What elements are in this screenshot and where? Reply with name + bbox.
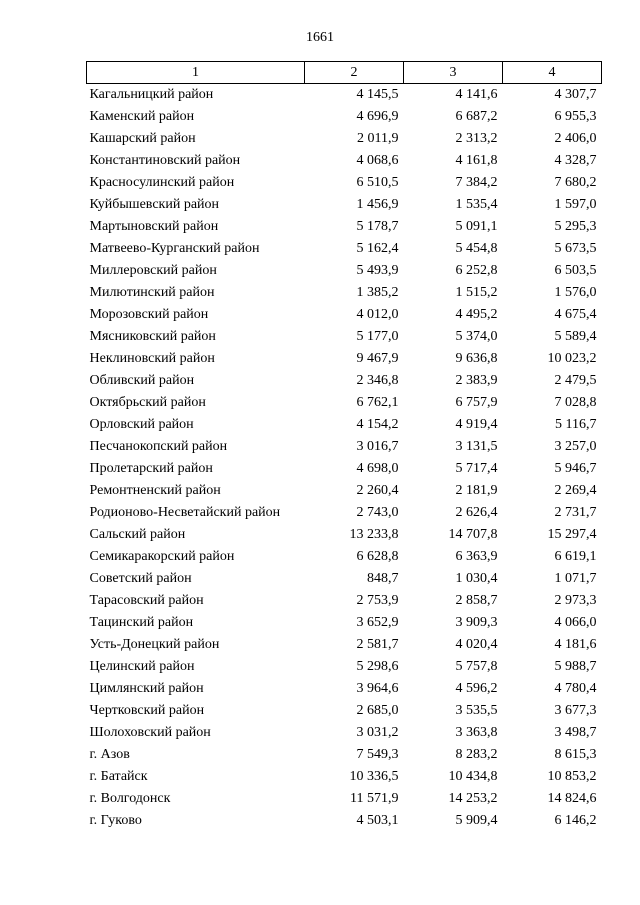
table-body (87, 84, 602, 833)
district-name: Тацинский район (89, 615, 194, 630)
value-col-3: 14 707,8 (448, 527, 498, 542)
value-col-4: 1 071,7 (554, 571, 597, 586)
value-col-2: 4 012,0 (356, 307, 399, 322)
value-col-3: 6 363,9 (455, 549, 498, 564)
table-row (87, 634, 602, 656)
district-name: г. Волгодонск (89, 791, 171, 806)
value-col-2: 848,7 (367, 571, 399, 586)
table-row (87, 326, 602, 348)
value-col-2: 2 743,0 (356, 505, 399, 520)
value-col-3: 1 515,2 (455, 285, 498, 300)
table-row (87, 392, 602, 414)
district-name: Красносулинский район (89, 175, 235, 190)
value-col-2: 6 762,1 (356, 395, 399, 410)
district-name: Куйбышевский район (89, 197, 220, 212)
column-header-1: 1 (87, 62, 305, 84)
district-name: Усть-Донецкий район (89, 637, 220, 652)
value-col-3: 5 909,4 (455, 813, 498, 828)
value-col-4: 10 023,2 (547, 351, 597, 366)
table-row (87, 304, 602, 326)
table-row (87, 106, 602, 128)
value-col-3: 2 383,9 (455, 373, 498, 388)
table-row (87, 414, 602, 436)
value-col-3: 5 757,8 (455, 659, 498, 674)
district-name: Пролетарский район (89, 461, 213, 476)
table-row (87, 84, 602, 107)
district-name: Советский район (89, 571, 192, 586)
table-row (87, 458, 602, 480)
district-name: Обливский район (89, 373, 195, 388)
value-col-2: 1 385,2 (356, 285, 399, 300)
value-col-2: 3 964,6 (356, 681, 399, 696)
district-name: Каменский район (89, 109, 195, 124)
value-col-4: 4 066,0 (554, 615, 597, 630)
value-col-2: 5 298,6 (356, 659, 399, 674)
district-name: Орловский район (89, 417, 194, 432)
table-row (87, 150, 602, 172)
value-col-2: 2 685,0 (356, 703, 399, 718)
district-name: Семикаракорский район (89, 549, 235, 564)
value-col-4: 1 597,0 (554, 197, 597, 212)
table-row (87, 480, 602, 502)
value-col-3: 5 091,1 (455, 219, 498, 234)
header-row (87, 62, 602, 84)
value-col-3: 3 535,5 (455, 703, 498, 718)
value-col-2: 11 571,9 (350, 791, 399, 806)
value-col-2: 5 177,0 (356, 329, 399, 344)
district-name: Кагальницкий район (89, 87, 214, 102)
column-header-2: 2 (305, 62, 404, 84)
district-name: Песчанокопский район (89, 439, 228, 454)
value-col-4: 5 946,7 (554, 461, 597, 476)
value-col-2: 4 503,1 (356, 813, 399, 828)
table-row (87, 700, 602, 722)
column-header-4: 4 (503, 62, 602, 84)
value-col-2: 13 233,8 (349, 527, 399, 542)
district-name: Октябрьский район (89, 395, 206, 410)
value-col-4: 2 269,4 (554, 483, 597, 498)
page-number: 1661 (306, 30, 334, 45)
value-col-2: 2 753,9 (356, 593, 399, 608)
value-col-2: 3 652,9 (356, 615, 399, 630)
table-row (87, 810, 602, 832)
value-col-4: 6 503,5 (554, 263, 597, 278)
table-row (87, 722, 602, 744)
value-col-3: 2 858,7 (455, 593, 498, 608)
value-col-4: 15 297,4 (547, 527, 597, 542)
data-table (86, 61, 602, 832)
district-name: г. Гуково (89, 813, 142, 828)
value-col-3: 4 161,8 (455, 153, 498, 168)
value-col-4: 7 680,2 (554, 175, 597, 190)
value-col-2: 2 581,7 (356, 637, 399, 652)
value-col-3: 2 181,9 (455, 483, 498, 498)
value-col-4: 5 295,3 (554, 219, 597, 234)
table-row (87, 612, 602, 634)
value-col-4: 6 955,3 (554, 109, 597, 124)
value-col-4: 2 406,0 (554, 131, 597, 146)
district-name: Цимлянский район (89, 681, 204, 696)
value-col-3: 3 363,8 (455, 725, 498, 740)
district-name: Морозовский район (89, 307, 209, 322)
table-row (87, 238, 602, 260)
value-col-2: 3 031,2 (356, 725, 399, 740)
district-name: Мясниковский район (89, 329, 216, 344)
value-col-4: 3 257,0 (554, 439, 597, 454)
value-col-3: 4 495,2 (455, 307, 498, 322)
value-col-2: 4 145,5 (356, 87, 399, 102)
value-col-4: 4 328,7 (554, 153, 597, 168)
table-row (87, 194, 602, 216)
value-col-4: 2 973,3 (554, 593, 597, 608)
value-col-3: 4 141,6 (455, 87, 498, 102)
value-col-2: 1 456,9 (356, 197, 399, 212)
value-col-3: 8 283,2 (455, 747, 498, 762)
value-col-4: 3 677,3 (554, 703, 597, 718)
value-col-4: 6 619,1 (554, 549, 597, 564)
value-col-3: 5 374,0 (455, 329, 498, 344)
value-col-2: 2 011,9 (357, 131, 399, 146)
value-col-4: 5 988,7 (554, 659, 597, 674)
value-col-2: 9 467,9 (356, 351, 399, 366)
value-col-3: 14 253,2 (448, 791, 498, 806)
value-col-4: 7 028,8 (554, 395, 597, 410)
table-row (87, 766, 602, 788)
table-row (87, 282, 602, 304)
value-col-2: 5 178,7 (356, 219, 399, 234)
value-col-3: 1 535,4 (455, 197, 498, 212)
value-col-2: 3 016,7 (356, 439, 399, 454)
value-col-2: 5 493,9 (356, 263, 399, 278)
value-col-4: 4 780,4 (554, 681, 597, 696)
district-name: Сальский район (89, 527, 186, 542)
value-col-2: 4 698,0 (356, 461, 399, 476)
value-col-2: 7 549,3 (356, 747, 399, 762)
value-col-3: 7 384,2 (455, 175, 498, 190)
value-col-4: 4 675,4 (554, 307, 597, 322)
district-name: Шолоховский район (89, 725, 211, 740)
value-col-3: 4 919,4 (455, 417, 498, 432)
value-col-3: 5 454,8 (455, 241, 498, 256)
table-row (87, 216, 602, 238)
table-row (87, 524, 602, 546)
district-name: г. Азов (89, 747, 130, 762)
district-name: Мартыновский район (89, 219, 219, 234)
value-col-4: 2 731,7 (554, 505, 597, 520)
value-col-4: 14 824,6 (547, 791, 597, 806)
value-col-3: 6 687,2 (455, 109, 498, 124)
value-col-4: 4 181,6 (554, 637, 597, 652)
column-header-3: 3 (404, 62, 503, 84)
value-col-4: 2 479,5 (554, 373, 597, 388)
value-col-2: 2 346,8 (356, 373, 399, 388)
table-row (87, 656, 602, 678)
district-name: Кашарский район (89, 131, 196, 146)
value-col-2: 4 068,6 (356, 153, 399, 168)
value-col-3: 3 131,5 (455, 439, 498, 454)
value-col-3: 4 596,2 (455, 681, 498, 696)
value-col-2: 6 510,5 (356, 175, 399, 190)
value-col-2: 5 162,4 (356, 241, 399, 256)
value-col-4: 3 498,7 (554, 725, 597, 740)
district-name: г. Батайск (89, 769, 148, 784)
value-col-3: 10 434,8 (448, 769, 498, 784)
value-col-3: 5 717,4 (455, 461, 498, 476)
value-col-3: 2 313,2 (455, 131, 498, 146)
value-col-2: 2 260,4 (356, 483, 399, 498)
table-row (87, 590, 602, 612)
district-name: Неклиновский район (89, 351, 215, 366)
table-row (87, 502, 602, 524)
value-col-4: 5 673,5 (554, 241, 597, 256)
table-row (87, 568, 602, 590)
district-name: Миллеровский район (89, 263, 217, 278)
district-name: Милютинский район (89, 285, 215, 300)
value-col-4: 6 146,2 (554, 813, 597, 828)
table-row (87, 172, 602, 194)
table-row (87, 348, 602, 370)
value-col-3: 2 626,4 (455, 505, 498, 520)
table-row (87, 436, 602, 458)
value-col-2: 4 154,2 (356, 417, 399, 432)
table-row (87, 788, 602, 810)
table-row (87, 678, 602, 700)
table-row (87, 546, 602, 568)
value-col-4: 8 615,3 (554, 747, 597, 762)
district-name: Константиновский район (89, 153, 241, 168)
value-col-2: 6 628,8 (356, 549, 399, 564)
value-col-4: 4 307,7 (554, 87, 597, 102)
value-col-3: 6 757,9 (455, 395, 498, 410)
district-name: Целинский район (89, 659, 195, 674)
district-name: Матвеево-Курганский район (89, 241, 260, 256)
value-col-4: 1 576,0 (554, 285, 597, 300)
district-name: Родионово-Несветайский район (89, 505, 281, 520)
district-name: Тарасовский район (89, 593, 204, 608)
value-col-3: 3 909,3 (455, 615, 498, 630)
table-row (87, 128, 602, 150)
value-col-4: 5 116,7 (555, 417, 597, 432)
district-name: Чертковский район (89, 703, 205, 718)
table-row (87, 370, 602, 392)
value-col-3: 6 252,8 (455, 263, 498, 278)
value-col-3: 9 636,8 (455, 351, 498, 366)
value-col-4: 10 853,2 (547, 769, 597, 784)
table-row (87, 744, 602, 766)
value-col-4: 5 589,4 (554, 329, 597, 344)
value-col-2: 4 696,9 (356, 109, 399, 124)
value-col-3: 4 020,4 (455, 637, 498, 652)
table-header (87, 62, 602, 84)
district-name: Ремонтненский район (89, 483, 221, 498)
table-row (87, 260, 602, 282)
value-col-3: 1 030,4 (455, 571, 498, 586)
value-col-2: 10 336,5 (349, 769, 399, 784)
